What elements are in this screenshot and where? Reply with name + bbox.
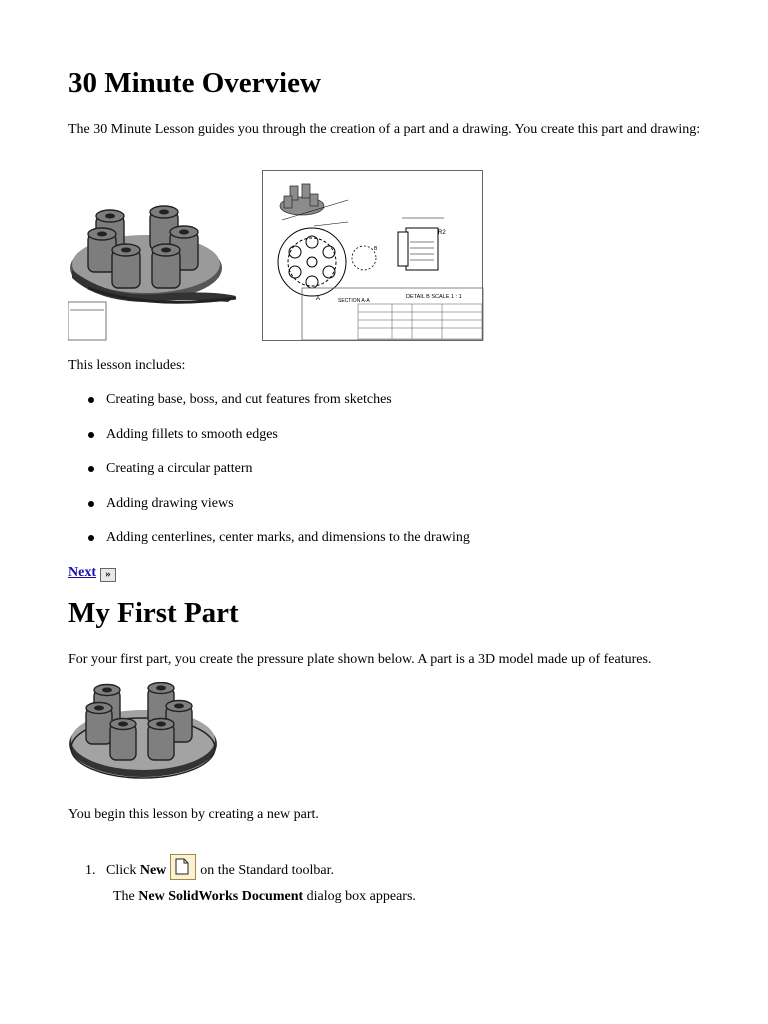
bullet-icon: [88, 466, 94, 472]
dialog-note: The New SolidWorks Document dialog box appears.: [113, 889, 416, 904]
pressure-plate-3d-render: [68, 198, 238, 343]
overview-intro: The 30 Minute Lesson guides you through the creation of a part and a drawing. You create this part and drawing:: [68, 122, 701, 137]
next-arrow-icon[interactable]: »: [100, 568, 116, 582]
list-item: Creating a circular pattern: [88, 461, 470, 496]
dim-b-label: B: [374, 246, 378, 252]
includes-label: This lesson includes:: [68, 358, 186, 373]
step-1: [85, 854, 334, 880]
list-item: Adding fillets to smooth edges: [88, 427, 470, 462]
next-label[interactable]: Next: [68, 565, 96, 580]
list-item: Adding drawing views: [88, 496, 470, 531]
new-document-icon[interactable]: [170, 854, 196, 880]
bullet-icon: [88, 535, 94, 541]
next-link[interactable]: [68, 565, 116, 582]
step-new-label: New: [139, 863, 167, 878]
first-part-intro: For your first part, you create the pressure plate shown below. A part is a 3D model made up of features.: [68, 652, 652, 667]
bullet-icon: [88, 432, 94, 438]
bullet-icon: [88, 501, 94, 507]
first-part-title: My First Part: [68, 597, 239, 629]
dim-r2-label: R2: [438, 230, 446, 236]
dialog-name: New SolidWorks Document: [138, 889, 304, 904]
begin-text: You begin this lesson by creating a new part.: [68, 807, 319, 822]
list-item: Adding centerlines, center marks, and dimensions to the drawing: [88, 530, 470, 565]
part-render-image: [68, 198, 238, 348]
pressure-plate-render: [68, 682, 220, 790]
step-number: 1.: [85, 863, 96, 878]
detail-label: DETAIL B SCALE 1 : 1: [406, 294, 462, 300]
pressure-plate-image: [68, 682, 220, 795]
step-click-text: Click: [106, 863, 137, 878]
view-a-label: A: [316, 296, 321, 302]
lesson-feature-list: [88, 392, 470, 565]
drawing-image: [262, 170, 484, 347]
section-label: SECTION A-A: [338, 298, 370, 304]
overview-title: 30 Minute Overview: [68, 67, 321, 99]
bullet-icon: [88, 397, 94, 403]
list-item: Creating base, boss, and cut features from sketches: [88, 392, 470, 427]
step-rest-text: on the Standard toolbar.: [200, 863, 335, 878]
engineering-drawing: [262, 170, 484, 342]
